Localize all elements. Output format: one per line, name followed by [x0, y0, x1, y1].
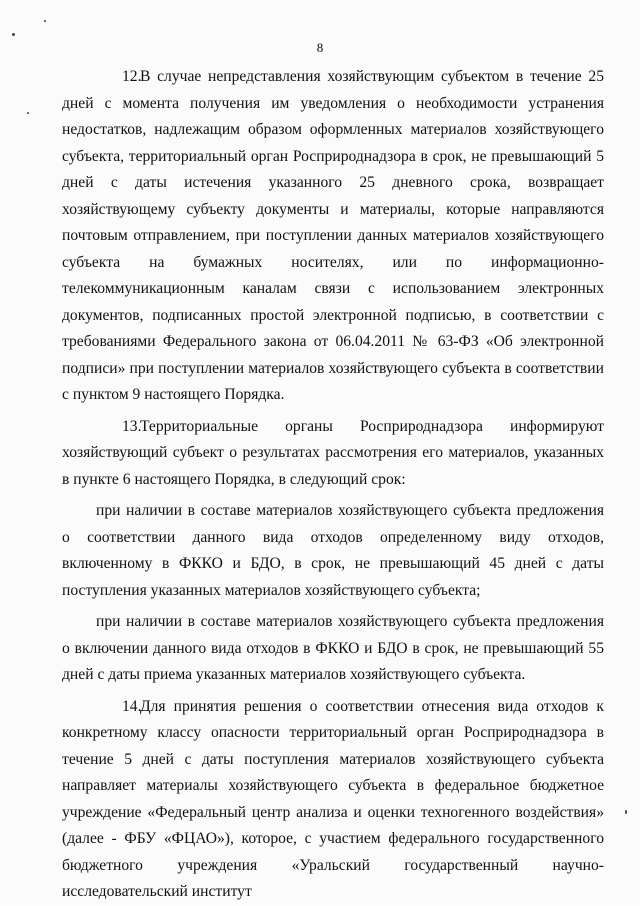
paragraph-number: 14.: [122, 697, 142, 715]
paragraph-number: 13.: [122, 417, 142, 435]
scan-speck: [44, 20, 46, 22]
document-body: [62, 64, 604, 906]
scan-speck: [12, 33, 15, 36]
paragraph-13: [62, 414, 604, 494]
paragraph-number: 12.: [122, 68, 142, 85]
scan-speck: [27, 112, 29, 114]
paragraph-14: [62, 694, 604, 906]
page-number: 8: [316, 40, 324, 55]
paragraph-13-item-b: при наличии в составе материалов хозяйствующего субъекта предложения о включении данного вида отходов в ФККО и БДО в срок, не превышающий 55 дней с даты приема указанных материалов хозяйствующего субъекта.: [62, 613, 604, 683]
scan-speck: [625, 810, 627, 814]
paragraph-12: [62, 64, 604, 409]
paragraph-13-item-a: при наличии в составе материалов хозяйствующего субъекта предложения о соответствии данного вида отходов определенному виду отходов, включенному в ФККО и БДО, в срок, не превышающий 45 дней с даты поступления указанных материалов хозяйствующего субъекта;: [62, 502, 604, 599]
paragraph-text: В случае непредставления хозяйствующим субъектом в течение 25 дней с момента получения им уведомления о необходимости устранения недостатков, надлежащим образом оформленных материалов хозяйствующего субъекта, территориальный орган Росприроднадзора в срок, не превышающий 5 дней с даты истечения указанного 25 дневного срока, возвращает хозяйствующему субъекту документы и материалы, которые направляются почтовым отправлением, при поступлении данных материалов хозяйствующего субъекта на бумажных носителях, или по информационно-телекоммуникационным каналам связи с использованием электронных документов, подписанных простой электронной подписью, в соответствии с требованиями Федерального закона от 06.04.2011 № 63-ФЗ «Об электронной подписи» при поступлении материалов хозяйствующего субъекта в соответствии с пунктом 9 настоящего Порядка.: [62, 68, 604, 403]
paragraph-text: Территориальные органы Росприроднадзора информируют хозяйствующий субъект о результатах рассмотрения его материалов, указанных в пункте 6 настоящего Порядка, в следующий срок:: [62, 417, 604, 488]
paragraph-text: Для принятия решения о соответствии отнесения вида отходов к конкретному классу опасности территориальный орган Росприроднадзора в течение 5 дней с даты поступления материалов хозяйствующего субъекта направляет материалы хозяйствующего субъекта в федеральное бюджетное учреждение «Федеральный центр анализа и оценки техногенного воздействия» (далее - ФБУ «ФЦАО»), которое, с участием федерального государственного бюджетного учреждения «Уральский государственный научно-исследовательский институт: [62, 697, 604, 900]
